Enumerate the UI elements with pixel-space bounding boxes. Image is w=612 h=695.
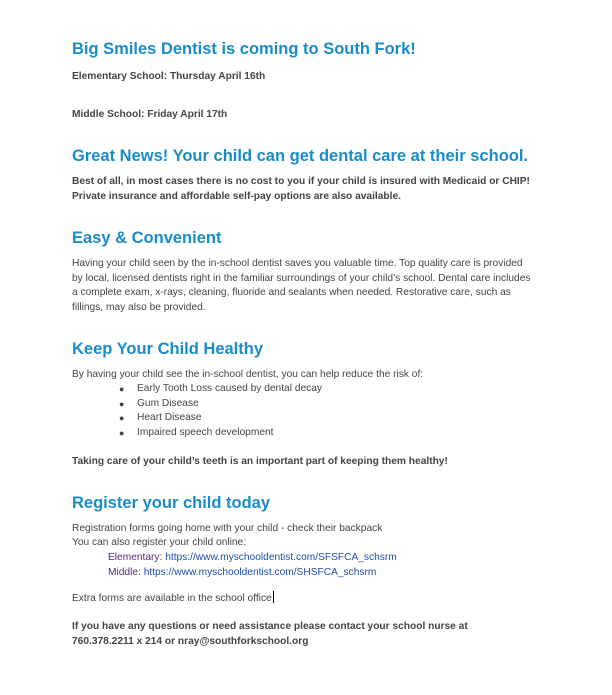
bullet-icon: ●: [119, 413, 125, 424]
list-item: ● Early Tooth Loss caused by dental decay: [72, 382, 322, 397]
great-news-body: Best of all, in most cases there is no cost to you if your child is insured with Medicaid or CHIP! Private insurance and affordable self-pay options are also available.: [72, 176, 530, 202]
healthy-intro: By having your child see the in-school dentist, you can help reduce the risk of:: [72, 369, 424, 380]
bullet-icon: ●: [119, 398, 125, 409]
risk-list: [72, 382, 322, 440]
elementary-label: Elementary:: [108, 552, 163, 563]
healthy-heading: Keep Your Child Healthy: [72, 340, 264, 358]
healthy-closing: Taking care of your child’s teeth is an important part of keeping them healthy!: [72, 456, 448, 467]
register-line1: Registration forms going home with your child - check their backpack: [72, 523, 383, 534]
extra-forms-line[interactable]: Extra forms are available in the school office: [72, 593, 272, 604]
great-news-heading: Great News! Your child can get dental care at their school.: [72, 147, 529, 165]
middle-date: Middle School: Friday April 17th: [72, 109, 228, 120]
bullet-icon: ●: [119, 384, 125, 394]
elementary-date: Elementary School: Thursday April 16th: [72, 71, 266, 82]
list-item: ● Gum Disease: [72, 397, 322, 412]
middle-label: Middle:: [108, 567, 141, 578]
register-heading: Register your child today: [72, 494, 271, 512]
text-cursor: [273, 591, 274, 603]
list-item: ● Heart Disease: [72, 411, 322, 426]
contact-line1: If you have any questions or need assistance please contact your school nurse at: [72, 621, 468, 632]
bullet-icon: ●: [119, 427, 125, 438]
elementary-register-link[interactable]: https://www.myschooldentist.com/SFSFCA_schsrm: [165, 552, 397, 563]
easy-heading: Easy & Convenient: [72, 229, 222, 247]
easy-body: Having your child seen by the in-school dentist saves you valuable time. Top quality care is provided by local, licensed dentists right in the familiar surroundings of your child’s school. Dental care includes a complete exam, x-rays, cleaning, fluoride and sealants when needed. Restorative care, such as fillings, may also be provided.: [72, 258, 531, 313]
register-line2: You can also register your child online:: [72, 537, 247, 548]
page-title: Big Smiles Dentist is coming to South Fork!: [72, 40, 416, 58]
elementary-register-line: [108, 551, 397, 566]
list-item: ● Impaired speech development: [72, 426, 322, 441]
middle-register-link[interactable]: https://www.myschooldentist.com/SHSFCA_schsrm: [143, 567, 377, 578]
middle-register-line: [108, 566, 376, 581]
contact-line2: 760.378.2211 x 214 or nray@southforkschool.org: [72, 636, 309, 647]
